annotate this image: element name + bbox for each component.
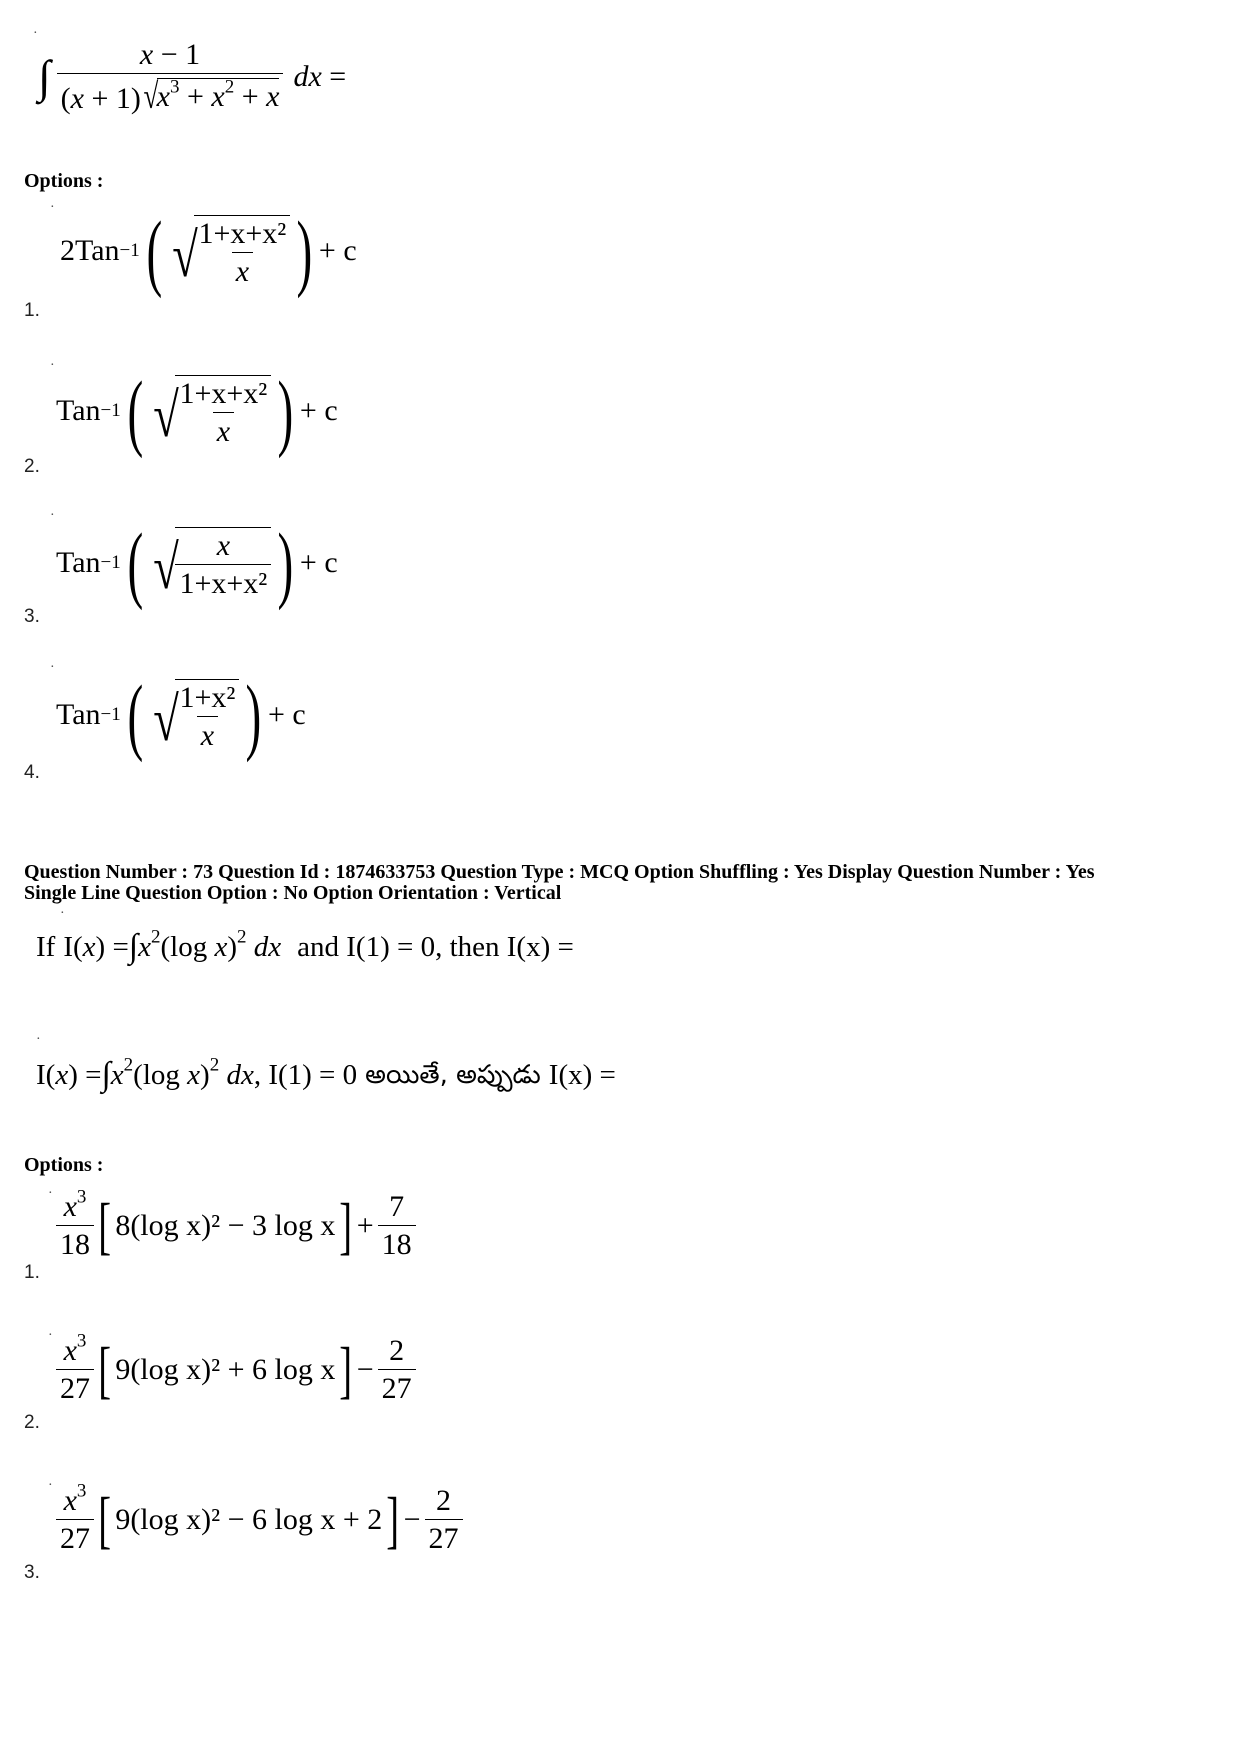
q72-question: ∫ x − 1 (x + 1) √ $x^3 + x^2 + x$ dx = [38, 38, 347, 116]
q73-opt2-tail-den: 27 [378, 1369, 416, 1404]
q73-if: If [36, 930, 56, 963]
q73-opt2-sign: − [356, 1353, 374, 1386]
q72-opt1-number: 1. [24, 300, 40, 321]
scan-dot: · [33, 26, 38, 41]
q72-opt2-number: 2. [24, 456, 40, 477]
q72-option-3[interactable]: Tan −1 ( √ $\frac{x}{\text{1+x+x²}}$ ) + c [56, 515, 338, 611]
q73-opt1-tail-num: 7 [389, 1190, 405, 1223]
q72-opt4-den: x [197, 716, 218, 751]
q73-opt1-number: 1. [24, 1262, 40, 1283]
q73-option-2[interactable]: $\frac{x^3}{27}$ [ 9(log x)² + 6 log x ] − $\frac{2}{27}$ [56, 1336, 420, 1404]
q73-and-then: and I(1) = 0, then I(x) = [297, 930, 574, 963]
q72-opt3-den: 1+x+x² [175, 564, 271, 599]
q72-opt4-constant: + c [268, 698, 306, 731]
q73-opt2-inner: 9(log x)² + 6 log x [115, 1353, 336, 1386]
q73-opt3-tail-den: 27 [425, 1519, 463, 1554]
q73-option-3[interactable]: $\frac{x^3}{27}$ [ 9(log x)² − 6 log x + 2 ] − $\frac{2}{27}$ [56, 1486, 467, 1554]
q73-opt1-inner: 8(log x)² − 3 log x [115, 1209, 336, 1242]
q73-opt1-prefix-den: 18 [56, 1225, 94, 1260]
q72-opt1-den: x [232, 252, 253, 287]
q72-opt4-num: 1+x² [179, 681, 236, 714]
q72-opt3-constant: + c [299, 546, 338, 579]
q73-question-te: I(x) = ∫ $x^2(\log$ x)$^2$ dx , I(1) = 0 అయితే, అప్పుడు I(x) = [36, 1054, 616, 1093]
q72-opt2-coef: Tan [56, 394, 101, 427]
q73-opt1-sign: + [356, 1209, 374, 1242]
q72-option-4[interactable]: Tan −1 ( √ $\frac{\text{1+x²}}{x}$ ) + c [56, 667, 306, 763]
q72-opt3-num: x [216, 529, 231, 562]
q72-opt1-coef: 2Tan [60, 234, 120, 267]
q73-te-words: అయితే, అప్పుడు [365, 1060, 541, 1090]
q72-opt3-coef: Tan [56, 546, 101, 579]
q73-meta-line2: Single Line Question Option : No Option Orientation : Vertical [24, 882, 562, 904]
q72-opt1-num: 1+x+x² [198, 217, 287, 250]
q73-opt1-tail-den: 18 [378, 1225, 416, 1260]
q73-meta-line1: Question Number : 73 Question Id : 1874633753 Question Type : MCQ Option Shuffling : Yes Display Question Number : Yes [24, 861, 1095, 883]
q73-options-label: Options : [24, 1154, 104, 1176]
q73-opt3-prefix-den: 27 [56, 1519, 94, 1554]
scan-dot: · [50, 508, 55, 523]
q73-opt3-number: 3. [24, 1562, 40, 1583]
scan-dot: · [50, 660, 55, 675]
q73-te-cond: , I(1) = 0 [253, 1058, 358, 1091]
scan-dot: · [60, 906, 65, 921]
q72-opt2-num: 1+x+x² [179, 377, 268, 410]
q73-option-1[interactable]: $\frac{x^3}{18}$ [ 8(log x)² − 3 log x ] + $\frac{7}{18}$ [56, 1192, 420, 1260]
q72-opt2-constant: + c [299, 394, 338, 427]
scan-dot: · [48, 1328, 53, 1343]
q72-opt4-coef: Tan [56, 698, 101, 731]
q73-opt2-tail-num: 2 [389, 1334, 405, 1367]
q73-opt3-tail-num: 2 [436, 1484, 452, 1517]
scan-dot: · [50, 200, 55, 215]
q73-opt3-inner: 9(log x)² − 6 log x + 2 [115, 1503, 383, 1536]
q72-opt3-number: 3. [24, 606, 40, 627]
q72-option-1[interactable]: 2Tan −1 ( √ $\frac{\text{1+x+x²}}{x}$ ) + c [60, 203, 357, 299]
q73-question-en: If I(x) = ∫ $x^2(\log$ x)$^2$ dx and I(1) = 0, then I(x) = [36, 926, 574, 965]
q72-opt2-den: x [213, 412, 234, 447]
q72-opt1-constant: + c [318, 234, 357, 267]
q72-option-2[interactable]: Tan −1 ( √ $\frac{\text{1+x+x²}}{x}$ ) + c [56, 363, 338, 459]
scan-dot: · [48, 1478, 53, 1493]
q73-opt2-prefix-den: 27 [56, 1369, 94, 1404]
q72-options-label: Options : [24, 170, 104, 192]
scan-dot: · [48, 1186, 53, 1201]
scan-dot: · [50, 358, 55, 373]
q73-opt3-sign: − [403, 1503, 421, 1536]
q73-opt2-number: 2. [24, 1412, 40, 1433]
scan-dot: · [36, 1032, 41, 1047]
q72-opt4-number: 4. [24, 762, 40, 783]
q73-te-end: I(x) = [548, 1058, 616, 1091]
